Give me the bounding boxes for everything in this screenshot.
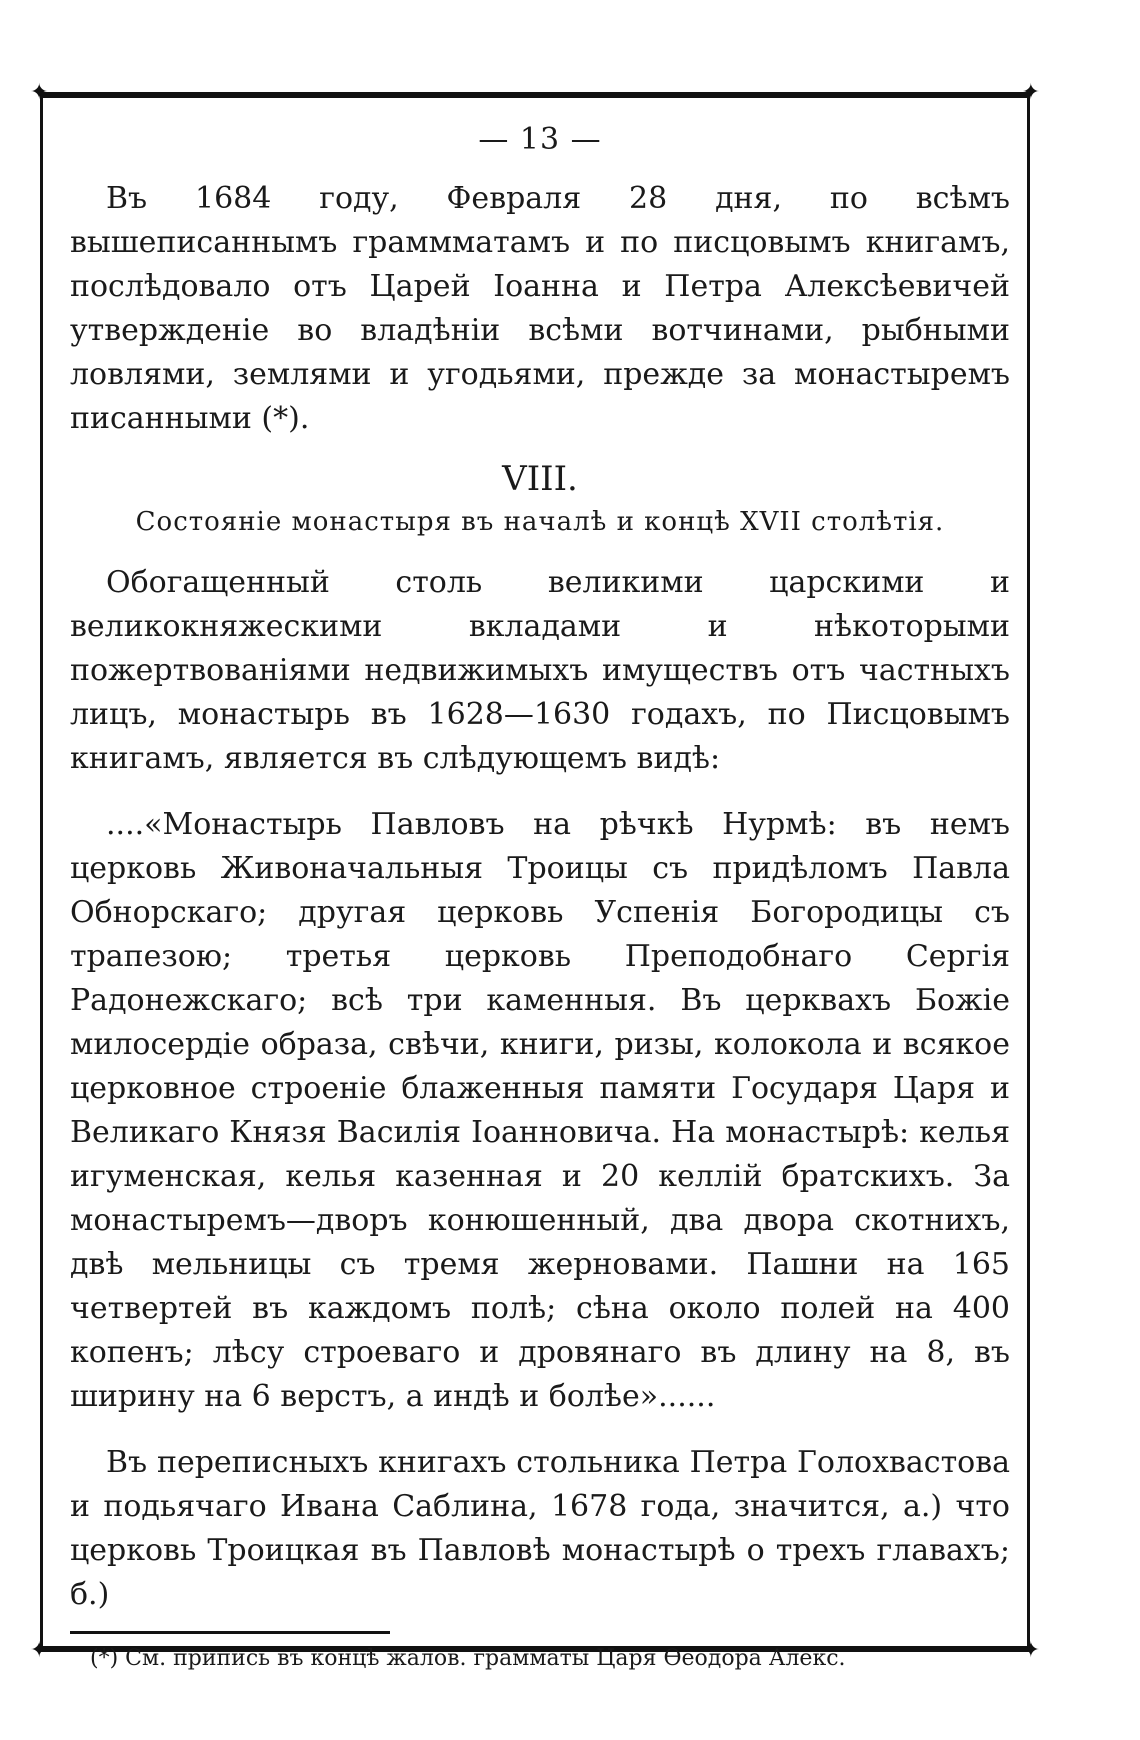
spacer	[70, 1419, 1010, 1441]
spacer	[70, 781, 1010, 803]
top-rule	[40, 92, 1030, 98]
corner-ornament-icon: ✦	[1021, 1638, 1040, 1663]
section-title: Состояніе монастыря въ началѣ и концѣ XVII столѣтія.	[135, 507, 945, 537]
paragraph-confirmation: Въ 1684 году, Февраля 28 дня, по всѣмъ вышеписаннымъ граммматамъ и по писцовымъ книгамъ, послѣдовало отъ Царей Іоанна и Петра Алексѣевичей утвержденіе во владѣніи всѣми вотчинами, рыбными ловлями, землями и угодьями, прежде за монастыремъ писанными (*).	[70, 181, 1010, 436]
paragraph-census-1678: Въ переписныхъ книгахъ стольника Петра Голохвастова и подьячаго Ивана Саблина, 1678 года, значится, а.) что церковь Троицкая въ Павловѣ монастырѣ о трехъ главахъ; б.)	[70, 1445, 1010, 1612]
corner-ornament-icon: ✦	[30, 80, 49, 105]
corner-ornament-icon: ✦	[30, 1638, 49, 1663]
footnote-divider	[70, 1631, 390, 1634]
section-number: VIII.	[502, 459, 578, 499]
quote-census-record: ....«Монастырь Павловъ на рѣчкѣ Нурмѣ: въ немъ церковь Живоначальныя Троицы съ придѣломъ Павла Обнорскаго; другая церковь Успенія Богородицы съ трапезою; третья церковь Преподобнаго Сергія Радонежскаго; всѣ три каменныя. Въ церквахъ Божіе милосердіе образа, свѣчи, книги, ризы, колокола и всякое церковное строеніе блаженныя памяти Государя Царя и Великаго Князя Василія Іоанновича. На монастырѣ: келья игуменская, келья казенная и 20 келлій братскихъ. За монастыремъ—дворъ конюшенный, два двора скотнихъ, двѣ мельницы съ тремя жерновами. Пашни на 165 четвертей въ каждомъ полѣ; сѣна около полей на 400 копенъ; лѣсу строеваго и дровянаго въ длину на 8, въ ширину на 6 верстъ, а индѣ и болѣе»......	[70, 807, 1010, 1414]
left-rule	[40, 92, 43, 1652]
corner-ornament-icon: ✦	[1021, 80, 1040, 105]
paragraph-monastery-state: Обогащенный столь великими царскими и великокняжескими вкладами и нѣкоторыми пожертвованіями недвижимыхъ имуществъ отъ частныхъ лицъ, монастырь въ 1628—1630 годахъ, по Писцовымъ книгамъ, является въ слѣдующемъ видѣ:	[70, 565, 1010, 776]
page-number: — 13 —	[478, 122, 602, 157]
page-content	[70, 122, 1010, 1674]
footnote: (*) См. припись въ концѣ жалов. грамматы Царя Ѳеодора Алекс.	[90, 1646, 846, 1671]
right-rule	[1027, 92, 1030, 1652]
